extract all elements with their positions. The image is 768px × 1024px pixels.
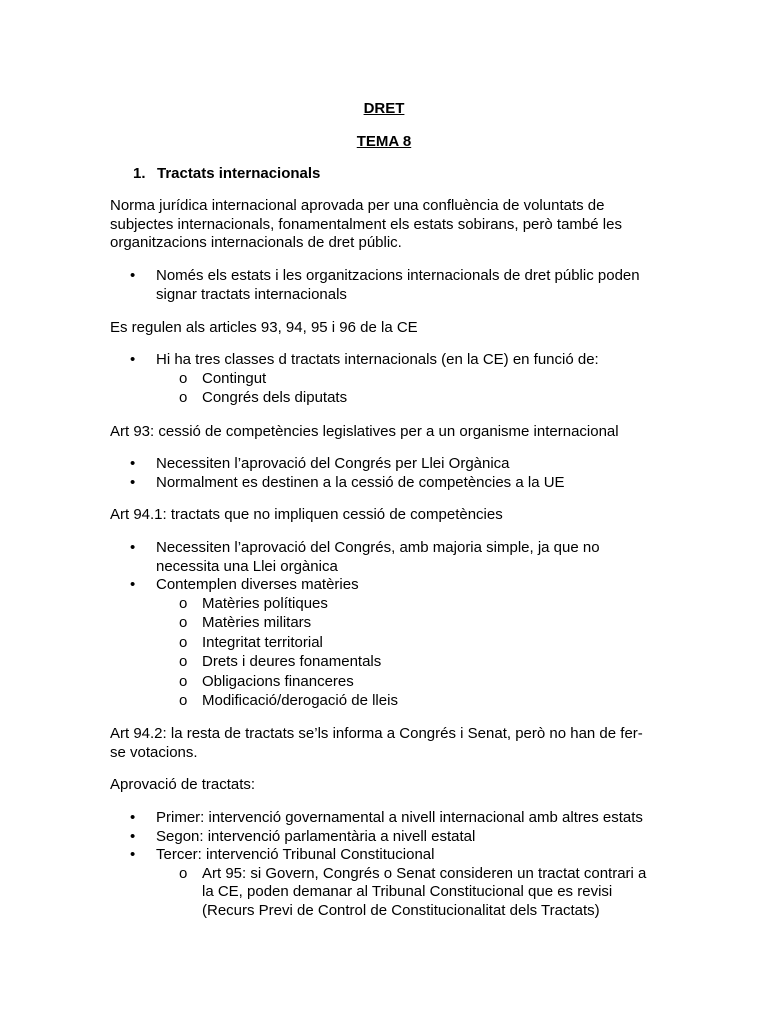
list-item-text: Contemplen diverses matèries: [156, 576, 359, 593]
sub-list: [110, 865, 650, 921]
list-item: [110, 455, 650, 474]
bullet-icon: •: [130, 455, 136, 472]
bullet-list-approval: [110, 809, 650, 920]
sub-list-item: [110, 653, 650, 672]
list-item-text: Primer: intervenció governamental a nivell internacional amb altres estats: [156, 809, 643, 826]
bullet-list-signatories: [110, 267, 650, 304]
sub-list-item-text: Integritat territorial: [202, 633, 323, 651]
sub-list-item: [110, 370, 650, 389]
sub-list-item-text: Matèries polítiques: [202, 594, 328, 612]
sub-bullet-icon: o: [179, 653, 188, 670]
paragraph-articles: Es regulen als articles 93, 94, 95 i 96 de la CE: [110, 319, 418, 336]
sub-list-item: [110, 614, 650, 633]
paragraph-definition: Norma jurídica internacional aprovada per una confluència de voluntats de subjectes internacionals, fonamentalment els estats sobirans, però també les organitzacions internacionals de dret públic.: [110, 197, 622, 251]
bullet-icon: •: [130, 473, 136, 491]
bullet-icon: •: [130, 267, 136, 284]
sub-list: [110, 370, 650, 408]
sub-list-item: [110, 692, 650, 711]
list-item: [110, 351, 650, 408]
list-item-text: Tercer: intervenció Tribunal Constitucional: [156, 846, 435, 863]
sub-bullet-icon: o: [179, 389, 188, 406]
bullet-list-classes: [110, 351, 650, 409]
list-item-text: Segon: intervenció parlamentària a nivell estatal: [156, 827, 476, 845]
list-item: [110, 576, 650, 711]
bullet-icon: •: [130, 351, 136, 368]
sub-bullet-icon: o: [179, 864, 188, 882]
list-item: [110, 846, 650, 920]
bullet-icon: •: [130, 576, 136, 593]
sub-bullet-icon: o: [179, 594, 188, 612]
paragraph-art-94-2: Art 94.2: la resta de tractats se’ls informa a Congrés i Senat, però no han de fer-se votacions.: [110, 725, 643, 761]
sub-bullet-icon: o: [179, 692, 188, 709]
document-subtitle: TEMA 8: [356, 133, 412, 150]
sub-list-item: [110, 389, 650, 408]
sub-list-item-text: Congrés dels diputats: [202, 389, 348, 406]
section-heading: [133, 165, 320, 184]
list-item-text: Necessiten l’aprovació del Congrés, amb majoria simple, ja que no necessita una Llei orgànica: [156, 539, 600, 575]
paragraph-art-94-1: Art 94.1: tractats que no impliquen cessió de competències: [110, 506, 503, 523]
sub-list-item: [110, 595, 650, 614]
bullet-list-art-93: [110, 455, 650, 492]
list-item-text: Normalment es destinen a la cessió de competències a la UE: [156, 473, 565, 491]
bullet-icon: •: [130, 809, 136, 826]
sub-list-item-text: Modificació/derogació de lleis: [202, 692, 398, 709]
sub-list-item: [110, 865, 650, 921]
sub-list-item: [110, 673, 650, 692]
list-item: [110, 809, 650, 828]
sub-list-item-text: Art 95: si Govern, Congrés o Senat consideren un tractat contrari a la CE, poden demanar al Tribunal Constitucional que es revisi (Recurs Previ de Control de Constitucionalitat dels Tractats): [202, 864, 647, 919]
bullet-icon: •: [130, 539, 136, 556]
sub-list-item-text: Contingut: [202, 369, 267, 387]
list-item: [110, 828, 650, 847]
document-title: DRET: [363, 100, 405, 117]
list-item: [110, 267, 650, 304]
sub-bullet-icon: o: [179, 633, 188, 651]
sub-list-item: [110, 634, 650, 653]
document-page: [110, 0, 650, 1024]
bullet-list-art-94-1: [110, 539, 650, 712]
list-item: [110, 474, 650, 493]
paragraph-approval: Aprovació de tractats:: [110, 776, 256, 793]
section-title: Tractats internacionals: [157, 165, 321, 182]
list-item-text: Hi ha tres classes d tractats internacionals (en la CE) en funció de:: [156, 351, 599, 368]
section-number: 1.: [133, 165, 146, 182]
list-item-text: Només els estats i les organitzacions internacionals de dret públic poden signar tractats internacionals: [156, 267, 640, 303]
sub-bullet-icon: o: [179, 369, 188, 387]
bullet-icon: •: [130, 827, 136, 845]
list-item-text: Necessiten l’aprovació del Congrés per Llei Orgànica: [156, 455, 510, 472]
paragraph-art-93: Art 93: cessió de competències legislatives per a un organisme internacional: [110, 423, 619, 440]
sub-list-item-text: Drets i deures fonamentals: [202, 653, 382, 670]
sub-list: [110, 595, 650, 711]
sub-list-item-text: Obligacions financeres: [202, 672, 354, 690]
list-item: [110, 539, 650, 576]
sub-bullet-icon: o: [179, 614, 188, 631]
sub-list-item-text: Matèries militars: [202, 614, 312, 631]
sub-bullet-icon: o: [179, 672, 188, 690]
bullet-icon: •: [130, 846, 136, 863]
